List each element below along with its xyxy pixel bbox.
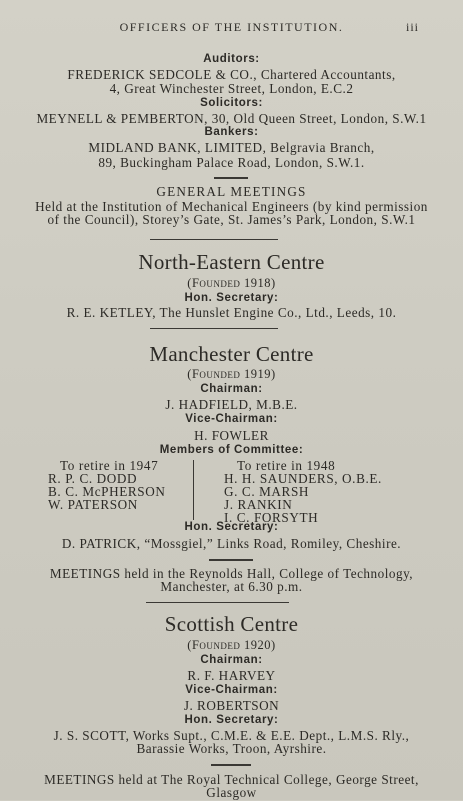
bankers-label: Bankers: — [204, 126, 259, 138]
committee-member: R. P. C. DODD — [48, 471, 138, 486]
scottish-founded: (Founded 1920) — [187, 638, 276, 652]
divider — [146, 602, 289, 603]
auditors-line1: FREDERICK SEDCOLE & CO., Chartered Accountants, — [67, 67, 396, 82]
solicitors-label: Solicitors: — [200, 97, 263, 109]
auditors-label: Auditors: — [203, 53, 260, 65]
bankers-line2: 89, Buckingham Palace Road, London, S.W.1. — [98, 155, 365, 170]
scottish-title: Scottish Centre — [164, 612, 299, 636]
north-eastern-secretary: R. E. KETLEY, The Hunslet Engine Co., Ltd., Leeds, 10. — [66, 305, 397, 320]
manchester-secretary-label: Hon. Secretary: — [184, 521, 279, 533]
committee-member: H. H. SAUNDERS, O.B.E. — [224, 471, 382, 486]
manchester-founded: (Founded 1919) — [187, 367, 276, 381]
solicitors-line1: MEYNELL & PEMBERTON, 30, Old Queen Street, London, S.W.1 — [36, 111, 427, 126]
committee-member: W. PATERSON — [48, 497, 138, 512]
page-number: iii — [405, 20, 419, 34]
north-eastern-founded: (Founded 1918) — [187, 276, 276, 290]
divider — [150, 328, 278, 329]
manchester-vice: H. FOWLER — [194, 428, 269, 443]
general-meetings-line2: of the Council), Storey’s Gate, St. James’s Park, London, S.W.1 — [47, 212, 416, 227]
manchester-meetings-line2: Manchester, at 6.30 p.m. — [160, 579, 303, 594]
right-column-heading: To retire in 1948 — [237, 458, 336, 473]
manchester-title: Manchester Centre — [149, 342, 314, 366]
manchester-committee-label: Members of Committee: — [159, 444, 304, 456]
scottish-secretary-line1: J. S. SCOTT, Works Supt., C.M.E. & E.E. Dept., L.M.S. Rly., — [53, 728, 410, 743]
scottish-secretary-label: Hon. Secretary: — [184, 714, 279, 726]
committee-left-column — [48, 459, 165, 511]
scottish-meetings-line1: MEETINGS held at The Royal Technical College, George Street, — [44, 772, 419, 787]
scottish-vice-label: Vice-Chairman: — [185, 684, 278, 696]
running-title: OFFICERS OF THE INSTITUTION. — [119, 20, 344, 34]
divider-short — [209, 559, 253, 561]
manchester-secretary: D. PATRICK, “Mossgiel,” Links Road, Romiley, Cheshire. — [61, 536, 402, 551]
general-meetings-heading: GENERAL MEETINGS — [156, 184, 307, 199]
committee-member: G. C. MARSH — [224, 484, 310, 499]
page-header — [0, 20, 463, 36]
divider-short — [214, 177, 248, 179]
committee-member: J. RANKIN — [224, 497, 293, 512]
manchester-chairman-label: Chairman: — [200, 383, 263, 395]
committee-member: I. C. FORSYTH — [224, 510, 319, 525]
north-eastern-title: North-Eastern Centre — [138, 250, 325, 274]
committee-member: B. C. McPHERSON — [48, 484, 166, 499]
scottish-chairman-label: Chairman: — [200, 654, 263, 666]
scottish-vice: J. ROBERTSON — [183, 698, 280, 713]
bankers-line1: MIDLAND BANK, LIMITED, Belgravia Branch, — [88, 140, 375, 155]
general-meetings-line1: Held at the Institution of Mechanical Engineers (by kind permission — [35, 199, 428, 214]
divider — [150, 239, 278, 240]
divider-short — [211, 764, 251, 766]
scottish-secretary-line2: Barassie Works, Troon, Ayrshire. — [136, 741, 327, 756]
committee-right-column — [224, 459, 382, 524]
manchester-meetings-line1: MEETINGS held in the Reynolds Hall, College of Technology, — [49, 566, 414, 581]
left-column-heading: To retire in 1947 — [60, 458, 159, 473]
auditors-line2: 4, Great Winchester Street, London, E.C.2 — [109, 81, 354, 96]
scottish-chairman: R. F. HARVEY — [187, 668, 276, 683]
manchester-chairman: J. HADFIELD, M.B.E. — [165, 397, 298, 412]
scottish-meetings-line2: Glasgow — [206, 785, 257, 800]
column-divider — [193, 460, 194, 520]
north-eastern-secretary-label: Hon. Secretary: — [184, 292, 279, 304]
manchester-vice-label: Vice-Chairman: — [185, 413, 278, 425]
